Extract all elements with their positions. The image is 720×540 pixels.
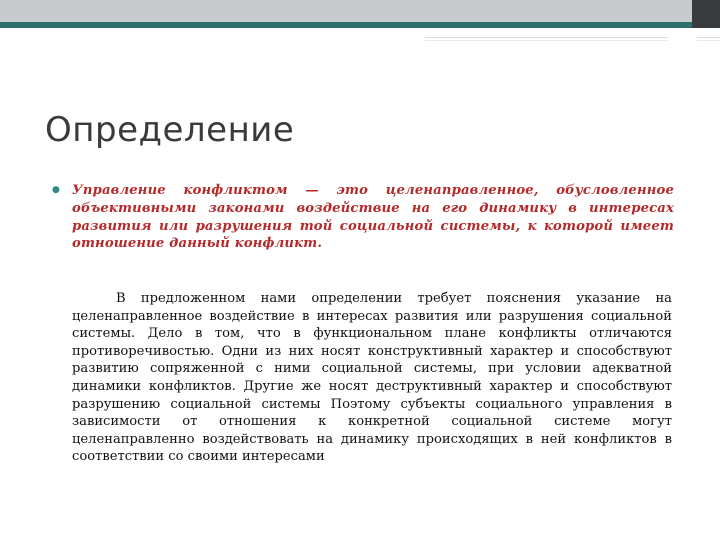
top-bar-light-segment bbox=[0, 0, 692, 22]
decorative-line bbox=[425, 37, 668, 38]
bullet-icon: ● bbox=[52, 185, 60, 195]
top-bar-dark-corner bbox=[692, 0, 720, 28]
slide-title: Определение bbox=[45, 110, 295, 150]
decorative-line bbox=[697, 37, 720, 38]
top-bar-teal-stripe bbox=[0, 22, 692, 28]
definition-text: Управление конфликтом — это целенаправленное, обусловленное объективными законами воздействие на его динамику в интересах развития или разрушения той социальной системы, к которой имеет отношение данный конфликт. bbox=[72, 183, 674, 252]
explanation-paragraph: В предложенном нами определении требует пояснения указание на целенаправленное воздействие в интересах развития или разрушения социальной системы. Дело в том, что в функциональном плане конфликты отличаются противоречивостью. Одни из них носят конструктивный характер и способствуют развитию сопряженной с ними социальной системы, при условии адекватной динамики конфликтов. Другие же носят деструктивный характер и способствуют разрушению социальной системы Поэтому субъекты социального управления в зависимости от отношения к конкретной социальной системе могут целенаправленно воздействовать на динамику происходящих в ней конфликтов в соответствии со своими интересами bbox=[72, 291, 672, 465]
decorative-line bbox=[425, 40, 668, 41]
top-decorative-bar bbox=[0, 0, 720, 28]
definition-bullet bbox=[52, 182, 674, 253]
decorative-line bbox=[697, 40, 720, 41]
